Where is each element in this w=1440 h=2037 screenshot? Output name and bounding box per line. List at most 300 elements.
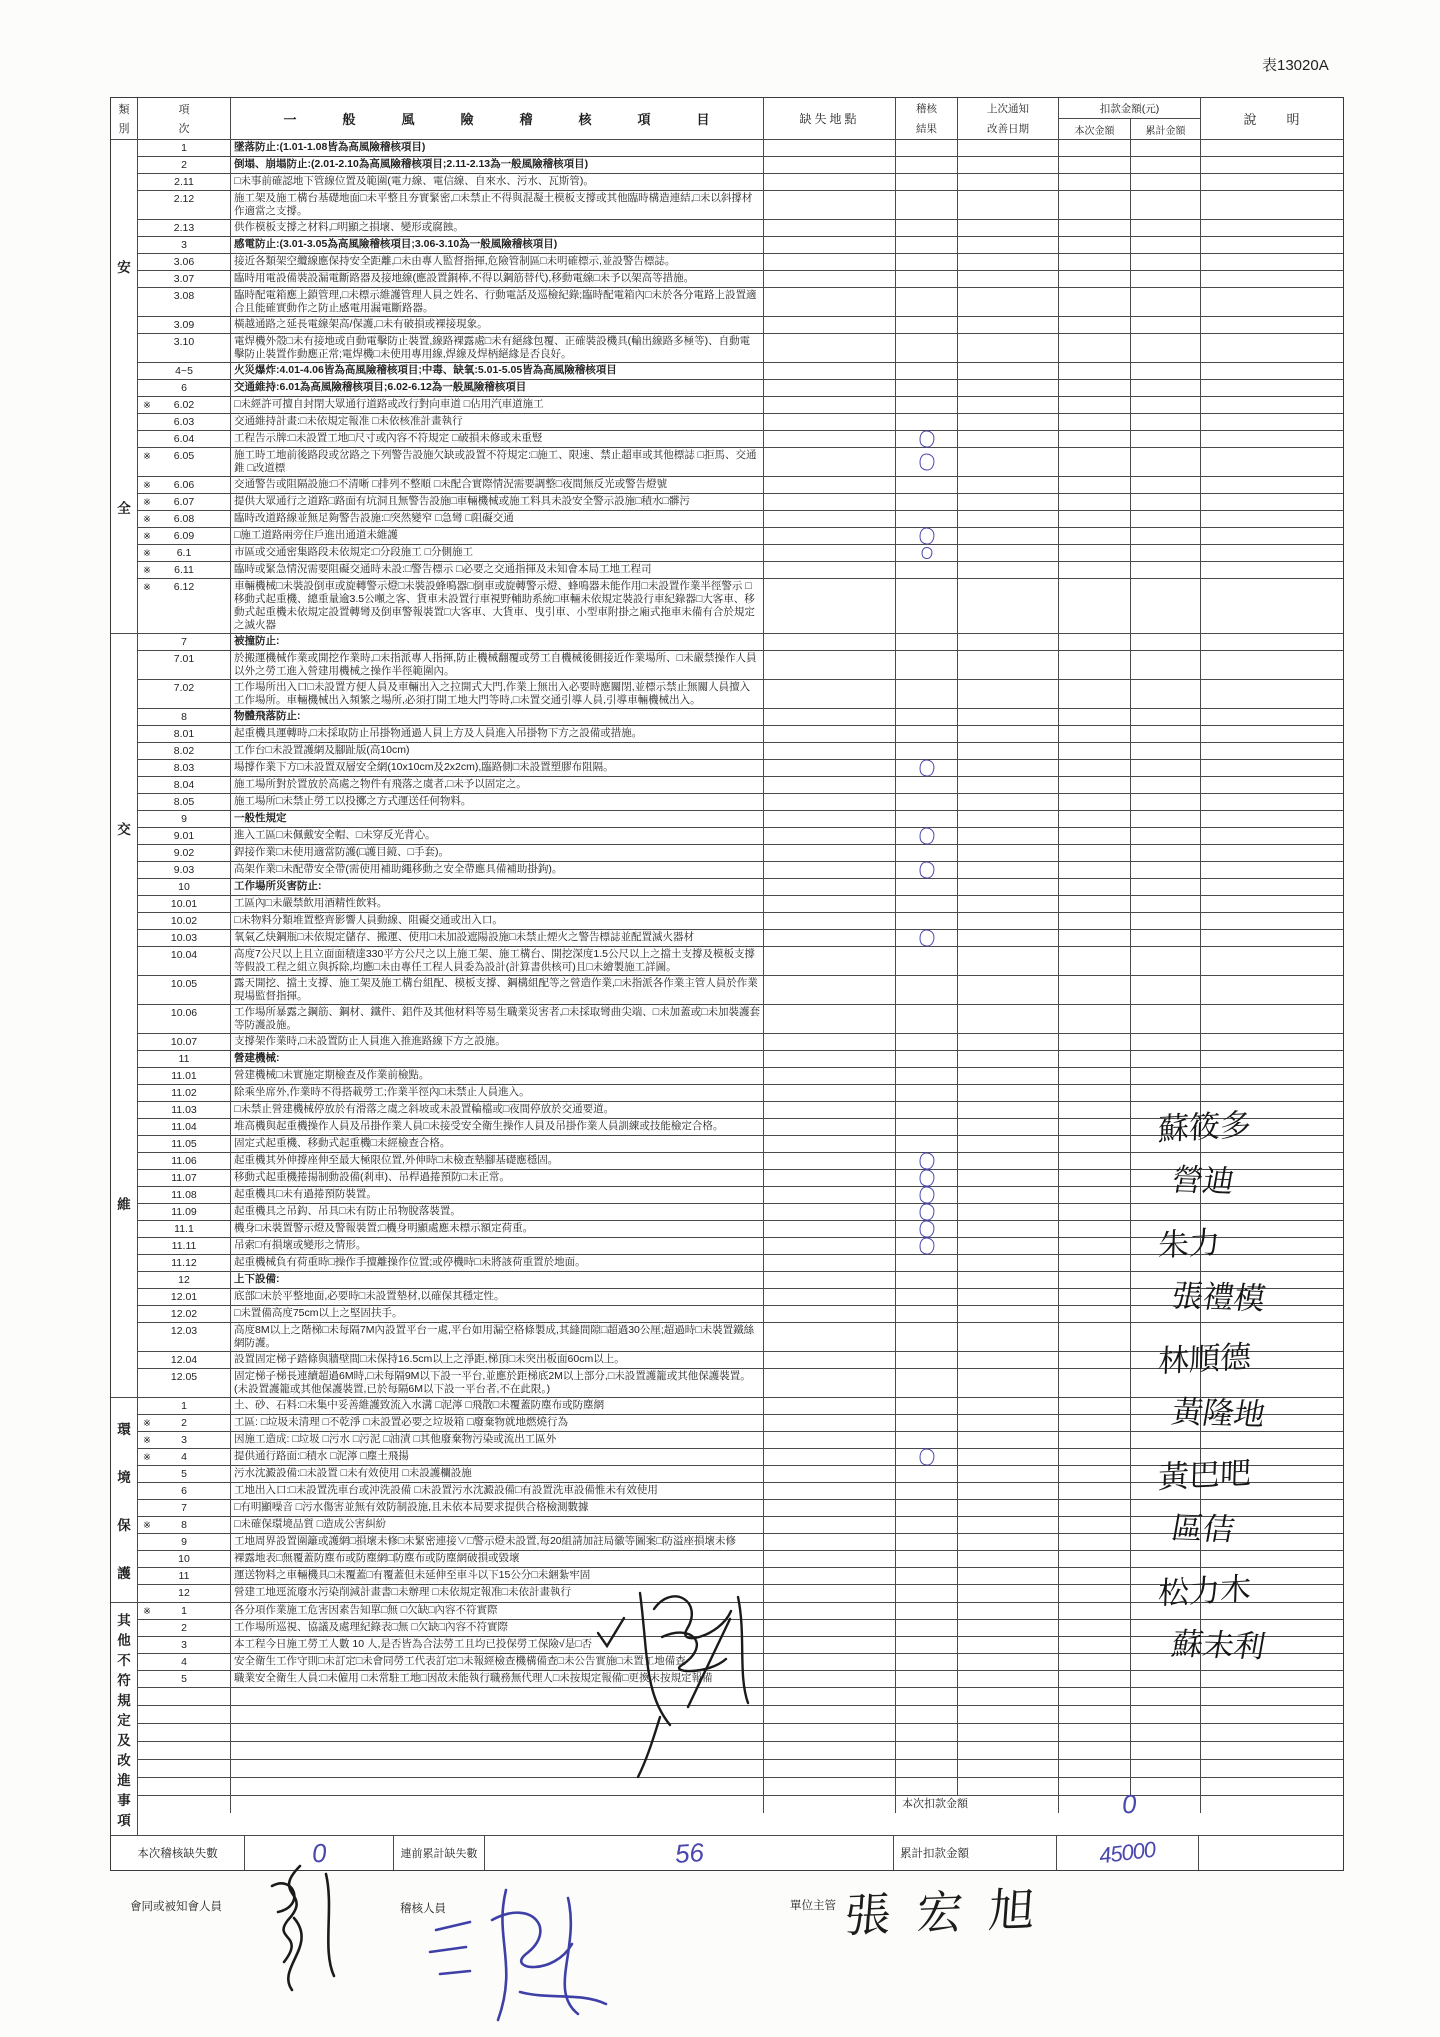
amount-total-cell <box>1131 140 1201 156</box>
item-description-cell: 工作場所災害防止: <box>231 879 764 895</box>
item-number-cell: 2.11 <box>138 174 231 190</box>
amount-this-cell <box>1059 1272 1131 1288</box>
item-number-cell: 8.03 <box>138 760 231 776</box>
item-description-cell: 工地周界設置圍籬或護網□損壞未修□未緊密連接∨□警示燈未設置,每20組請加註局徽等圖案□防溢座損壞未修 <box>231 1534 764 1550</box>
amount-this-cell <box>1059 140 1131 156</box>
note-cell <box>1201 579 1343 633</box>
amount-total-cell <box>1131 288 1201 316</box>
amount-this-cell <box>1059 1187 1131 1203</box>
amount-total-cell <box>1131 777 1201 793</box>
note-cell <box>1201 334 1343 362</box>
notice-date-cell <box>958 896 1059 912</box>
notice-date-cell <box>958 1369 1059 1397</box>
item-number-cell: ※ 6.12 <box>138 579 231 633</box>
defect-location-cell <box>764 1517 896 1533</box>
item-description-cell: 裸露地表□無覆蓋防塵布或防塵網□防塵布或防塵網破損或毀壞 <box>231 1551 764 1567</box>
result-circle-mark <box>918 1186 934 1204</box>
note-cell <box>1201 743 1343 759</box>
notice-date-cell <box>958 448 1059 476</box>
notice-date-cell <box>958 562 1059 578</box>
audit-result-cell <box>896 1466 958 1482</box>
item-description-cell: 工程告示牌:□未設置工地□尺寸或內容不符規定 □破損未修或未重豎 <box>231 431 764 447</box>
amount-this-cell <box>1059 709 1131 725</box>
item-number-cell: 7 <box>138 1500 231 1516</box>
audit-result-cell <box>896 1068 958 1084</box>
category-label: 其 他 不 符 規 定 及 改 進 事 項 <box>111 1603 138 1835</box>
notice-date-cell <box>958 845 1059 861</box>
amount-this-cell <box>1059 1760 1131 1777</box>
checklist-row <box>138 862 1343 879</box>
item-description-cell: 固定式起重機、移動式起重機□未經檢查合格。 <box>231 1136 764 1152</box>
defect-location-cell <box>764 511 896 527</box>
amount-this-cell <box>1059 726 1131 742</box>
item-description-cell: □未事前確認地下管線位置及範圍(電力線、電信線、自來水、污水、瓦斯管)。 <box>231 174 764 190</box>
note-cell <box>1201 237 1343 253</box>
star-marker: ※ <box>143 1435 151 1446</box>
amount-this-cell <box>1059 1449 1131 1465</box>
amount-total-cell <box>1131 191 1201 219</box>
item-description-cell: 施工架及施工構台基礎地面□未平整且夯實緊密,□未禁止不得與混凝土模板支撐或其他臨時構造連結,□未以斜撐材作適當之支撐。 <box>231 191 764 219</box>
amount-this-cell <box>1059 1221 1131 1237</box>
notice-date-cell <box>958 1102 1059 1118</box>
item-number-cell: 11.05 <box>138 1136 231 1152</box>
note-cell <box>1201 545 1343 561</box>
defect-location-cell <box>764 528 896 544</box>
item-description-cell: 施工場所□未禁止勞工以投擲之方式運送任何物料。 <box>231 794 764 810</box>
defect-location-cell <box>764 930 896 946</box>
audit-result-cell <box>896 237 958 253</box>
item-description-cell: 運送物料之車輛機具□未覆蓋□有覆蓋但未延伸至車斗以下15公分□未綑紮牢固 <box>231 1568 764 1584</box>
checklist-row <box>138 634 1343 651</box>
audit-result-cell <box>896 1102 958 1118</box>
amount-this-cell <box>1059 545 1131 561</box>
audit-result-cell <box>896 1778 958 1795</box>
amount-this-cell <box>1059 380 1131 396</box>
notice-date-cell <box>958 760 1059 776</box>
note-cell <box>1201 947 1343 975</box>
defect-location-cell <box>764 288 896 316</box>
footer-note-cell <box>1199 1836 1343 1870</box>
audit-result-cell <box>896 1620 958 1636</box>
amount-total-cell <box>1131 913 1201 929</box>
notice-date-cell <box>958 709 1059 725</box>
defect-location-cell <box>764 579 896 633</box>
audit-result-cell <box>896 1688 958 1705</box>
amount-this-cell <box>1059 271 1131 287</box>
audit-result-cell <box>896 1005 958 1033</box>
audit-result-cell <box>896 828 958 844</box>
item-number-cell: 7.02 <box>138 680 231 708</box>
audit-result-cell <box>896 879 958 895</box>
notice-date-cell <box>958 1483 1059 1499</box>
amount-total-cell <box>1131 157 1201 173</box>
item-number-cell: 11.03 <box>138 1102 231 1118</box>
checklist-row <box>138 363 1343 380</box>
item-number-cell: 6.03 <box>138 414 231 430</box>
item-description-cell: 起重機其外伸撐座伸至最大極限位置,外伸時□未檢查墊腳基礎應穩固。 <box>231 1153 764 1169</box>
amount-this-cell <box>1059 1153 1131 1169</box>
header-category: 類 別 <box>111 98 138 139</box>
note-cell <box>1201 811 1343 827</box>
defect-location-cell <box>764 896 896 912</box>
amount-total-cell <box>1131 976 1201 1004</box>
audit-result-cell <box>896 709 958 725</box>
defects-this-label: 本次稽核缺失數 <box>111 1836 245 1870</box>
audit-result-cell <box>896 174 958 190</box>
note-cell <box>1201 930 1343 946</box>
notice-date-cell <box>958 1068 1059 1084</box>
notice-date-cell <box>958 220 1059 236</box>
item-description-cell: 電焊機外殼□未有接地或自動電擊防止裝置,線路裸露處□未有絕緣包覆、正確裝設機具(輸出線路多極等)、自動電擊防止裝置作動應正常;電焊機□未使用專用線,焊線及焊柄絕緣是否良好。 <box>231 334 764 362</box>
amount-this-cell <box>1059 811 1131 827</box>
item-description-cell: 高度8M以上之階梯□未每隔7M內設置平台一處,平台如用漏空格條製成,其縫間隙□超過30公厘;超過時□未裝置鐵絲網防護。 <box>231 1323 764 1351</box>
audit-result-cell <box>896 1671 958 1687</box>
audit-result-cell <box>896 794 958 810</box>
amount-this-cell <box>1059 1306 1131 1322</box>
item-number-cell: 11.1 <box>138 1221 231 1237</box>
item-number-cell: 12 <box>138 1585 231 1602</box>
checklist-row <box>138 288 1343 317</box>
amount-this-cell <box>1059 1483 1131 1499</box>
notice-date-cell <box>958 174 1059 190</box>
item-number-cell: 11.06 <box>138 1153 231 1169</box>
defect-location-cell <box>764 1005 896 1033</box>
audit-result-cell <box>896 1369 958 1397</box>
notice-date-cell <box>958 511 1059 527</box>
amount-this-cell <box>1059 879 1131 895</box>
amount-this-cell <box>1059 1119 1131 1135</box>
result-circle-mark <box>918 1448 934 1466</box>
header-deduction-title: 扣款金額(元) <box>1059 98 1200 119</box>
audit-result-cell <box>896 1724 958 1741</box>
defect-location-cell <box>764 1323 896 1351</box>
amount-this-cell <box>1059 1568 1131 1584</box>
checklist-row <box>138 811 1343 828</box>
empty-item-cell <box>138 1796 231 1813</box>
defect-location-cell <box>764 794 896 810</box>
amount-this-cell <box>1059 1289 1131 1305</box>
defect-location-cell <box>764 862 896 878</box>
handwritten-defects-this: 0 <box>310 1837 328 1868</box>
amount-this-cell <box>1059 1005 1131 1033</box>
item-description-cell: □未確保環境品質 □造成公害糾紛 <box>231 1517 764 1533</box>
item-number-cell: 8.02 <box>138 743 231 759</box>
checklist-row <box>138 828 1343 845</box>
amount-total-cell <box>1131 743 1201 759</box>
item-number-cell: 3.07 <box>138 271 231 287</box>
item-description-cell: 因施工造成: □垃圾 □污水 □污泥 □油漬 □其他廢棄物污染或流出工區外 <box>231 1432 764 1448</box>
notice-date-cell <box>958 743 1059 759</box>
item-description-cell: 橫越通路之延長電線架高/保護,□未有破損或裸接現象。 <box>231 317 764 333</box>
defect-location-cell <box>764 140 896 156</box>
audit-result-cell <box>896 862 958 878</box>
checklist-row <box>138 879 1343 896</box>
notice-date-cell <box>958 930 1059 946</box>
item-number-cell: ※ 6.06 <box>138 477 231 493</box>
star-marker: ※ <box>143 514 151 525</box>
audit-result-cell <box>896 1051 958 1067</box>
item-number-cell: 10.06 <box>138 1005 231 1033</box>
notice-date-cell <box>958 545 1059 561</box>
audit-result-cell <box>896 1432 958 1448</box>
defect-location-cell <box>764 845 896 861</box>
item-number-cell: 2 <box>138 1620 231 1636</box>
item-description-cell: 工作場所巡視、協議及處理紀錄表□無 □欠缺□內容不符實際 <box>231 1620 764 1636</box>
table-header <box>111 98 1343 140</box>
checklist-row <box>138 397 1343 414</box>
item-number-cell: 5 <box>138 1671 231 1687</box>
notice-date-cell <box>958 334 1059 362</box>
deduction-total-value <box>1057 1836 1199 1870</box>
defect-location-cell <box>764 811 896 827</box>
notice-date-cell <box>958 1306 1059 1322</box>
star-marker: ※ <box>143 480 151 491</box>
countersign-signature-scribble <box>242 1858 362 2003</box>
handwritten-deduction-total: 45000 <box>1098 1836 1157 1869</box>
note-cell <box>1201 1051 1343 1067</box>
notice-date-cell <box>958 1671 1059 1687</box>
note-cell <box>1201 191 1343 219</box>
audit-result-cell <box>896 1760 958 1777</box>
amount-this-cell <box>1059 1654 1131 1670</box>
amount-this-cell <box>1059 1620 1131 1636</box>
notice-date-cell <box>958 1136 1059 1152</box>
amount-total-cell <box>1131 1005 1201 1033</box>
defect-location-cell <box>764 1415 896 1431</box>
item-description-cell: 土、砂、石料:□未集中妥善維護致流入水溝 □泥濘 □飛散□未覆蓋防塵布或防塵網 <box>231 1398 764 1414</box>
amount-this-cell <box>1059 634 1131 650</box>
checklist-row <box>138 380 1343 397</box>
item-number-cell <box>138 1706 231 1723</box>
notice-date-cell <box>958 1568 1059 1584</box>
notice-date-cell <box>958 1500 1059 1516</box>
supervisor-signature: 張宏旭 <box>843 1882 1063 1942</box>
handwritten-name: 黃隆地 <box>1169 1394 1269 1433</box>
checklist-row <box>138 709 1343 726</box>
amount-this-cell <box>1059 1352 1131 1368</box>
amount-total-cell <box>1131 363 1201 379</box>
amount-this-cell <box>1059 862 1131 878</box>
defect-location-cell <box>764 1255 896 1271</box>
item-number-cell: 12 <box>138 1272 231 1288</box>
notice-date-cell <box>958 431 1059 447</box>
note-cell <box>1201 726 1343 742</box>
star-marker: ※ <box>143 531 151 542</box>
defect-location-cell <box>764 237 896 253</box>
amount-this-cell <box>1059 1688 1131 1705</box>
notice-date-cell <box>958 140 1059 156</box>
item-number-cell: 11.08 <box>138 1187 231 1203</box>
result-circle-mark <box>918 453 934 471</box>
amount-this-cell <box>1059 334 1131 362</box>
notice-date-cell <box>958 1323 1059 1351</box>
defect-location-cell <box>764 743 896 759</box>
item-description-cell: □施工道路兩旁住戶進出通道未維護 <box>231 528 764 544</box>
item-number-cell: 9.03 <box>138 862 231 878</box>
audit-result-cell <box>896 976 958 1004</box>
amount-this-cell <box>1059 1724 1131 1741</box>
notice-date-cell <box>958 1466 1059 1482</box>
checklist-row <box>138 947 1343 976</box>
amount-this-cell <box>1059 1369 1131 1397</box>
audit-result-cell <box>896 947 958 975</box>
defect-location-cell <box>764 1068 896 1084</box>
checklist-row <box>138 579 1343 633</box>
item-number-cell: 3 <box>138 237 231 253</box>
note-cell <box>1201 1706 1343 1723</box>
checklist-row <box>138 562 1343 579</box>
audit-result-cell <box>896 334 958 362</box>
audit-result-cell <box>896 271 958 287</box>
amount-this-cell <box>1059 1136 1131 1152</box>
audit-result-cell <box>896 1742 958 1759</box>
checklist-row <box>138 271 1343 288</box>
amount-total-cell <box>1131 271 1201 287</box>
amount-total-cell <box>1131 448 1201 476</box>
amount-this-cell <box>1059 579 1131 633</box>
supervisor-label: 單位主管 <box>790 1900 836 1912</box>
notice-date-cell <box>958 414 1059 430</box>
checklist-row <box>138 494 1343 511</box>
note-cell <box>1201 271 1343 287</box>
star-marker: ※ <box>143 1452 151 1463</box>
audit-result-cell <box>896 140 958 156</box>
amount-this-cell <box>1059 317 1131 333</box>
audit-result-cell <box>896 1568 958 1584</box>
note-cell <box>1201 1034 1343 1050</box>
item-number-cell: 10.04 <box>138 947 231 975</box>
notice-date-cell <box>958 1398 1059 1414</box>
amount-total-cell <box>1131 511 1201 527</box>
notice-date-cell <box>958 1585 1059 1602</box>
item-description-cell: 起重機具之吊鈎、吊具□未有防止吊物脫落裝置。 <box>231 1204 764 1220</box>
note-cell <box>1201 157 1343 173</box>
checklist-row <box>138 680 1343 709</box>
amount-this-cell <box>1059 511 1131 527</box>
notice-date-cell <box>958 811 1059 827</box>
defect-location-cell <box>764 879 896 895</box>
item-number-cell: 2.12 <box>138 191 231 219</box>
item-number-cell: 9.01 <box>138 828 231 844</box>
amount-total-cell <box>1131 879 1201 895</box>
item-description-cell: □有明顯噪音 □污水傷害並無有效防制設施,且未依本局要求提供合格檢測數據 <box>231 1500 764 1516</box>
defect-location-cell <box>764 1272 896 1288</box>
item-description-cell: 起重機具□未有過捲預防裝置。 <box>231 1187 764 1203</box>
notice-date-cell <box>958 1085 1059 1101</box>
item-number-cell <box>138 1778 231 1795</box>
item-number-cell: 7 <box>138 634 231 650</box>
item-number-cell: 6 <box>138 1483 231 1499</box>
item-description-cell: 本工程今日施工勞工人數 10 人,是否皆為合法勞工且均已投保勞工保險√是□否 <box>231 1637 764 1653</box>
item-number-cell: 10 <box>138 879 231 895</box>
item-description-cell: 交通維持:6.01為高風險稽核項目;6.02-6.12為一般風險稽核項目 <box>231 380 764 396</box>
item-number-cell: 9.02 <box>138 845 231 861</box>
audit-result-cell <box>896 288 958 316</box>
item-description-cell: 交通維持計畫:□未依規定報准 □未依核准計畫執行 <box>231 414 764 430</box>
notice-date-cell <box>958 237 1059 253</box>
audit-result-cell <box>896 1306 958 1322</box>
checklist-row <box>138 651 1343 680</box>
item-description-cell: 營建工地逕流廢水污染削減計畫書□未辦理 □未依規定報准□未依計畫執行 <box>231 1585 764 1602</box>
defect-location-cell <box>764 1500 896 1516</box>
notice-date-cell <box>958 1153 1059 1169</box>
result-circle-mark <box>918 1169 934 1187</box>
item-description-cell: 氧氣乙炔鋼瓶□未依規定儲存、搬運、使用□未加設遮陽設施□未禁止煙火之警告標誌並配置滅火器材 <box>231 930 764 946</box>
notice-date-cell <box>958 397 1059 413</box>
audit-result-cell <box>896 579 958 633</box>
item-number-cell: 11.02 <box>138 1085 231 1101</box>
amount-this-cell <box>1059 1585 1131 1602</box>
item-number-cell: ※ 6.02 <box>138 397 231 413</box>
item-description-cell: 起重機具運轉時,□未採取防止吊掛物通過人員上方及人員進入吊掛物下方之設備或措施。 <box>231 726 764 742</box>
item-number-cell: 7.01 <box>138 651 231 679</box>
amount-total-cell <box>1131 947 1201 975</box>
defect-location-cell <box>764 1102 896 1118</box>
audit-result-cell <box>896 157 958 173</box>
notice-date-cell <box>958 1603 1059 1619</box>
notice-date-cell <box>958 254 1059 270</box>
item-number-cell: 11.07 <box>138 1170 231 1186</box>
audit-result-cell <box>896 1255 958 1271</box>
item-number-cell: 1 <box>138 140 231 156</box>
audit-result-cell <box>896 1170 958 1186</box>
item-number-cell: 12.05 <box>138 1369 231 1397</box>
amount-total-cell <box>1131 828 1201 844</box>
checklist-row <box>138 913 1343 930</box>
notice-date-cell <box>958 271 1059 287</box>
note-cell <box>1201 363 1343 379</box>
note-cell <box>1201 562 1343 578</box>
defect-location-cell <box>764 1136 896 1152</box>
defect-location-cell <box>764 271 896 287</box>
notice-date-cell <box>958 1415 1059 1431</box>
amount-this-cell <box>1059 947 1131 975</box>
star-marker: ※ <box>143 1520 151 1531</box>
item-number-cell: 3.09 <box>138 317 231 333</box>
audit-result-cell <box>896 1352 958 1368</box>
note-cell <box>1201 1778 1343 1795</box>
note-cell <box>1201 1068 1343 1084</box>
star-marker: ※ <box>143 582 151 593</box>
amount-total-cell <box>1131 220 1201 236</box>
note-cell <box>1201 709 1343 725</box>
note-cell <box>1201 1742 1343 1759</box>
notice-date-cell <box>958 1238 1059 1254</box>
header-item: 項 次 <box>138 98 231 139</box>
notice-date-cell <box>958 494 1059 510</box>
amount-total-cell <box>1131 528 1201 544</box>
item-description-cell: 火災爆炸:4.01-4.06皆為高風險稽核項目;中毒、缺氧:5.01-5.05皆為高風險稽核項目 <box>231 363 764 379</box>
defect-location-cell <box>764 1221 896 1237</box>
item-description-cell: 一般性規定 <box>231 811 764 827</box>
audit-result-cell <box>896 930 958 946</box>
item-number-cell: 8 <box>138 709 231 725</box>
checklist-row <box>138 334 1343 363</box>
item-description-cell: 臨時或緊急情況需要阻礙交通時未設:□警告標示 □必要之交通指揮及未知會本局工地工程司 <box>231 562 764 578</box>
checklist-row <box>138 726 1343 743</box>
item-description-cell: 安全衛生工作守則□未訂定□未會同勞工代表訂定□未報經檢查機構備查□未公告實施□未置工地備查 <box>231 1654 764 1670</box>
item-description-cell: 墜落防止:(1.01-1.08皆為高風險稽核項目) <box>231 140 764 156</box>
audit-result-cell <box>896 317 958 333</box>
item-description-cell: 機身□未裝置警示燈及警報裝置;□機身明顯處應未標示額定荷重。 <box>231 1221 764 1237</box>
note-cell <box>1201 220 1343 236</box>
result-circle-mark <box>918 759 934 777</box>
audit-result-cell <box>896 1637 958 1653</box>
notice-date-cell <box>958 777 1059 793</box>
item-number-cell <box>138 1760 231 1777</box>
amount-this-cell <box>1059 1671 1131 1687</box>
notice-date-cell <box>958 1688 1059 1705</box>
